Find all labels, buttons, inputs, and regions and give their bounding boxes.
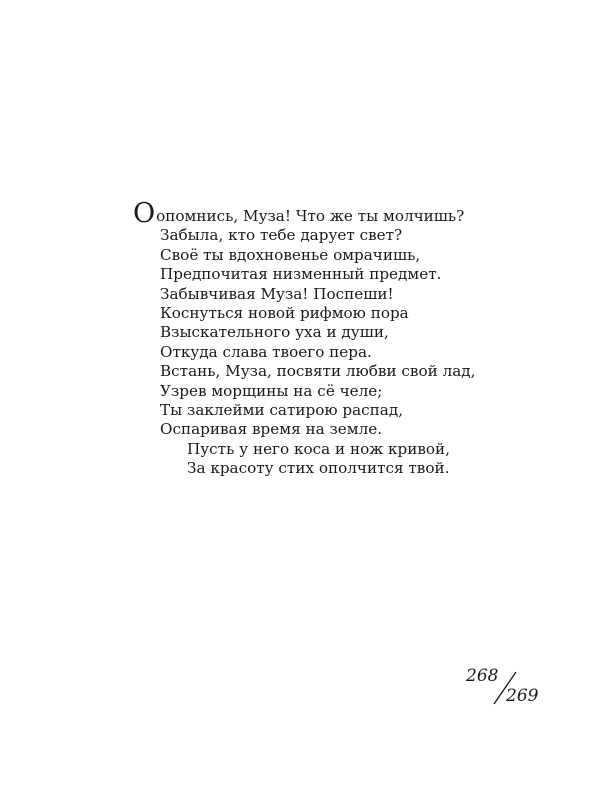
- poem-line: Забыла, кто тебе дарует свет?: [160, 226, 403, 245]
- poem-line: Узрев морщины на сё челе;: [160, 381, 383, 400]
- left-page-number: 268: [466, 666, 499, 686]
- right-page-number: 269: [506, 686, 539, 706]
- poem-line: Забывчивая Муза! Поспеши!: [160, 284, 394, 303]
- poem: [133, 198, 533, 479]
- page-numbers: [466, 666, 556, 716]
- couplet-line: За красоту стих ополчится твой.: [187, 459, 450, 478]
- poem-line: Своё ты вдохновенье омрачишь,: [160, 245, 421, 264]
- poem-line: Оспаривая время на земле.: [160, 420, 383, 439]
- poem-line: Коснуться новой рифмою пора: [160, 304, 409, 323]
- poem-line-1: [133, 198, 533, 229]
- poem-line: Ты заклейми сатирою распад,: [160, 401, 404, 420]
- poem-line-1-text: опомнись, Муза! Что же ты молчишь?: [156, 207, 465, 225]
- poem-line: Откуда слава твоего пера.: [160, 342, 372, 361]
- couplet-line: Пусть у него коса и нож кривой,: [187, 439, 451, 458]
- poem-line: Встань, Муза, посвяти любви свой лад,: [160, 362, 476, 381]
- drop-cap: О: [133, 198, 156, 229]
- poem-line: Взыскательного уха и души,: [160, 323, 389, 342]
- poem-line: Предпочитая низменный предмет.: [160, 265, 442, 284]
